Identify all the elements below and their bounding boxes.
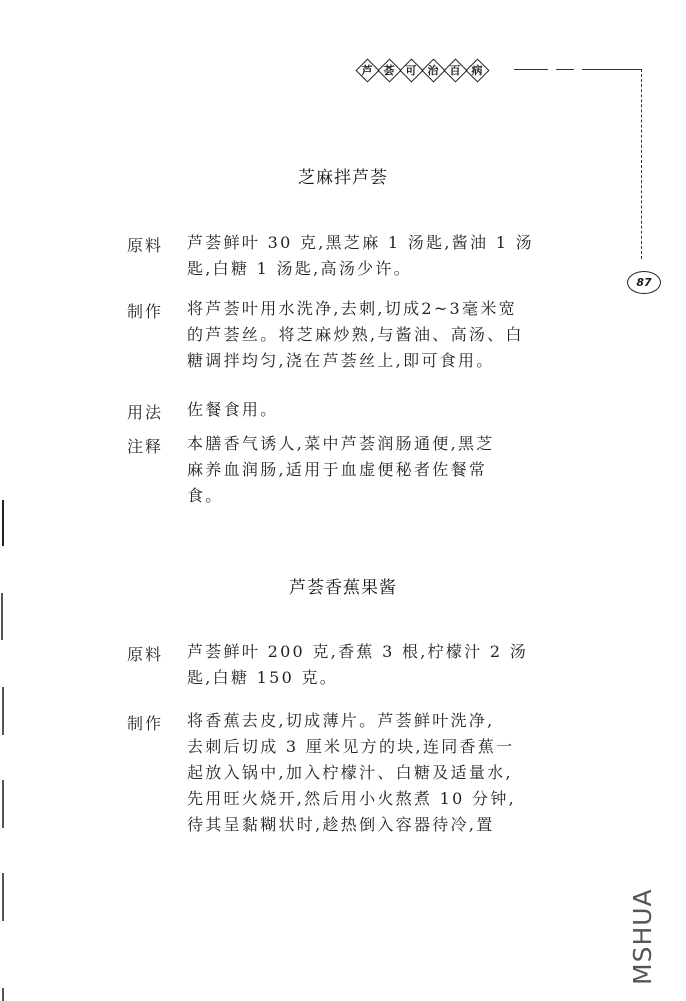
header-diamond: 病 <box>466 59 488 81</box>
entry-body: 芦荟鲜叶 200 克,香蕉 3 根,柠檬汁 2 汤 匙,白糖 150 克。 <box>187 642 529 687</box>
rule-gap <box>548 67 556 71</box>
entry-body: 本膳香气诱人,菜中芦荟润肠通便,黑芝 麻养血润肠,适用于血虚便秘者佐餐常 食。 <box>187 434 495 505</box>
binding-edge-mark <box>2 687 4 735</box>
entry-body: 将芦荟叶用水洗净,去刺,切成2~3毫米宽 的芦荟丝。将芝麻炒熟,与酱油、高汤、白 糖调拌均匀,浇在芦荟丝上,即可食用。 <box>187 299 524 370</box>
entry-label: 制作 <box>127 302 164 321</box>
entry-label: 制作 <box>127 714 164 733</box>
rule-gap <box>574 67 582 71</box>
entry-body: 芦荟鲜叶 30 克,黑芝麻 1 汤匙,酱油 1 汤 匙,白糖 1 汤匙,高汤少许。 <box>187 233 534 278</box>
page-number: 87 <box>627 271 661 294</box>
entry-body: 佐餐食用。 <box>187 400 279 419</box>
binding-edge-mark <box>2 500 4 546</box>
recipe-title: 芦荟香蕉果酱 <box>289 578 397 598</box>
entry-label: 注释 <box>127 437 164 456</box>
binding-edge-mark <box>2 873 4 921</box>
running-header <box>356 57 488 83</box>
entry-label: 原料 <box>127 645 164 664</box>
header-diamond: 荟 <box>378 59 400 81</box>
entry-label: 原料 <box>127 236 164 255</box>
binding-edge-mark <box>2 780 4 828</box>
recipe-title: 芝麻拌芦荟 <box>298 168 388 188</box>
entry-label: 用法 <box>127 403 164 422</box>
binding-edge-mark <box>1 593 3 640</box>
watermark: MSHUA <box>628 888 657 985</box>
header-diamond: 百 <box>444 59 466 81</box>
header-diamond: 可 <box>400 59 422 81</box>
header-diamond: 芦 <box>356 59 378 81</box>
binding-edge-mark <box>2 988 4 1001</box>
header-diamond: 治 <box>422 59 444 81</box>
entry-body: 将香蕉去皮,切成薄片。芦荟鲜叶洗净, 去刺后切成 3 厘米见方的块,连同香蕉一 起放入锅中,加入柠檬汁、白糖及适量水, 先用旺火烧开,然后用小火熬煮 10 分钟, 待其呈黏糊状时,趁热倒入容器待冷,置 <box>187 711 517 834</box>
